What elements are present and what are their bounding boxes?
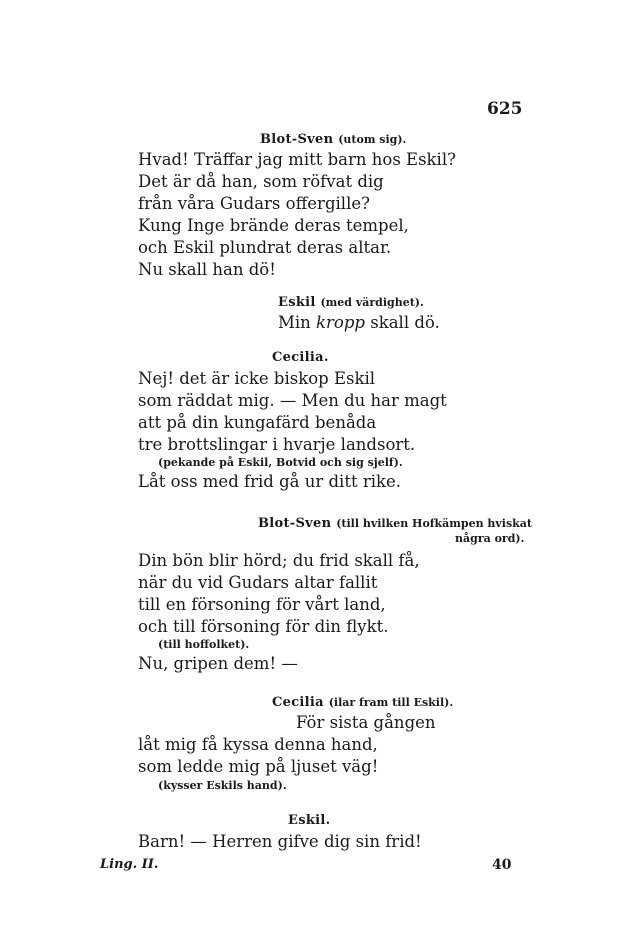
verse-line: tre brottslingar i hvarje landsort.: [138, 435, 416, 454]
verse-line: Kung Inge brände deras tempel,: [138, 216, 409, 235]
verse-line: Låt oss med frid gå ur ditt rike.: [138, 472, 402, 491]
speaker-name: Eskil: [278, 295, 316, 310]
emphasis: kropp: [316, 313, 365, 332]
speaker-heading: [258, 516, 532, 531]
verse-line: och till försoning för din flykt.: [138, 617, 389, 636]
verse-line: och Eskil plundrat deras altar.: [138, 238, 392, 257]
verse-line: Nu, gripen dem! —: [138, 654, 298, 673]
verse-line: låt mig få kyssa denna hand,: [138, 735, 378, 754]
page-number: 625: [487, 99, 523, 119]
stage-direction: (till hvilken Hofkämpen hviskat: [336, 517, 533, 530]
speaker-name: Eskil.: [288, 813, 331, 828]
speaker-heading: [272, 350, 329, 365]
verse-line: Din bön blir hörd; du frid skall få,: [138, 551, 420, 570]
verse-line: som ledde mig på ljuset väg!: [138, 757, 379, 776]
speaker-name: Cecilia: [272, 695, 324, 710]
speaker-name: Cecilia.: [272, 350, 329, 365]
verse-line: Min kropp skall dö.: [278, 313, 440, 332]
verse-line: Hvad! Träffar jag mitt barn hos Eskil?: [138, 150, 456, 169]
verse-line: till en försoning för vårt land,: [138, 595, 386, 614]
footer-signature: Ling. II.: [100, 857, 159, 872]
verse-line: från våra Gudars offergille?: [138, 194, 370, 213]
verse-line: att på din kungafärd benåda: [138, 413, 377, 432]
verse-line: Nej! det är icke biskop Eskil: [138, 369, 376, 388]
stage-direction: (utom sig).: [338, 133, 407, 146]
verse-line: som räddat mig. — Men du har magt: [138, 391, 447, 410]
speaker-heading: [272, 695, 453, 710]
stage-direction: några ord).: [455, 532, 525, 545]
stage-direction: (med värdighet).: [320, 296, 424, 309]
speaker-heading: [278, 295, 424, 310]
stage-direction: (pekande på Eskil, Botvid och sig sjelf).: [158, 456, 403, 469]
speaker-heading: [288, 813, 330, 828]
stage-direction: (ilar fram till Eskil).: [328, 696, 454, 709]
footer-signature-number: 40: [492, 857, 512, 873]
speaker-name: Blot-Sven: [258, 516, 332, 531]
verse-line: Barn! — Herren gifve dig sin frid!: [138, 832, 422, 851]
verse-line: Det är då han, som röfvat dig: [138, 172, 384, 191]
verse-line: när du vid Gudars altar fallit: [138, 573, 378, 592]
stage-direction: (kysser Eskils hand).: [158, 779, 287, 792]
speaker-heading: [260, 132, 406, 147]
verse-line: Nu skall han dö!: [138, 260, 276, 279]
stage-direction: (till hoffolket).: [158, 638, 250, 651]
verse-line: För sista gången: [296, 713, 436, 732]
speaker-name: Blot-Sven: [260, 132, 334, 147]
